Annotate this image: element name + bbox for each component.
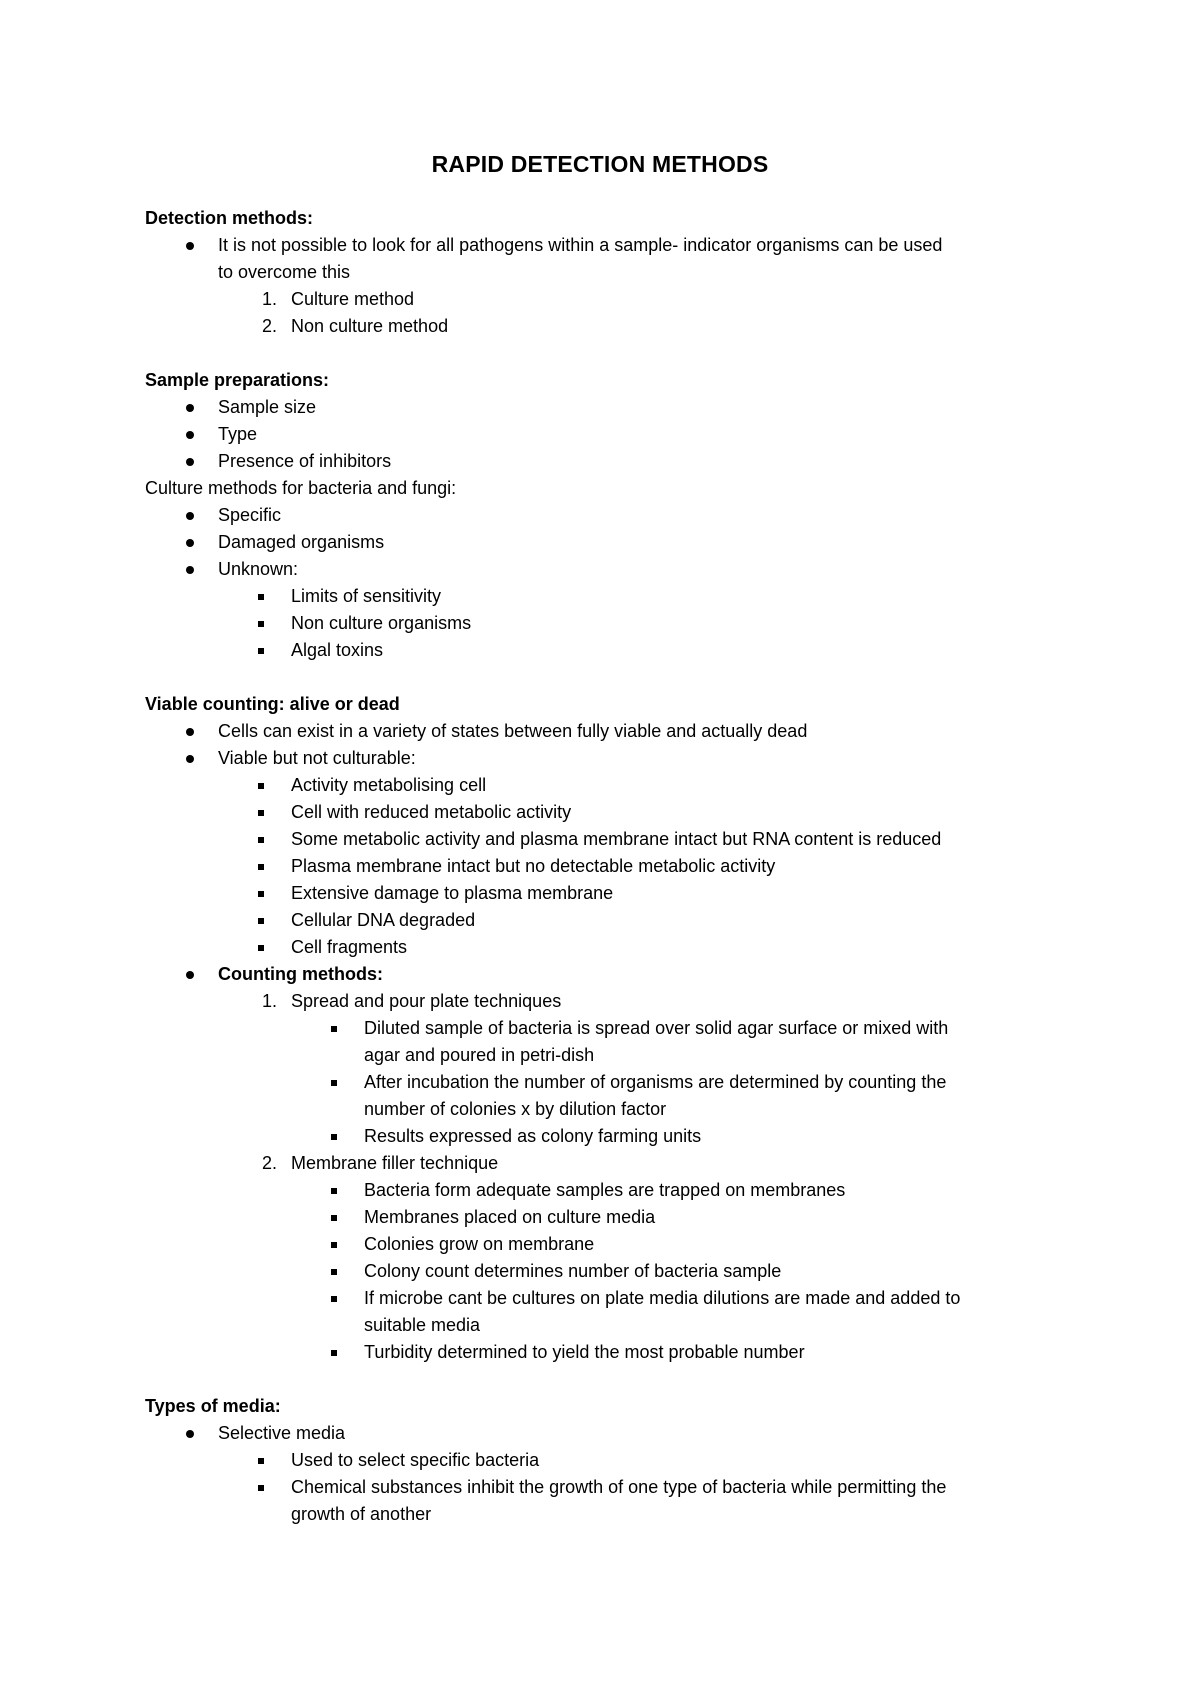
list-item-text-continued: suitable media xyxy=(364,1315,481,1335)
list-item-text: Culture method xyxy=(291,289,415,309)
list-item-text: Membranes placed on culture media xyxy=(364,1207,656,1227)
bullet-dot-icon xyxy=(186,431,194,439)
list-item-text: Turbidity determined to yield the most probable number xyxy=(364,1342,805,1362)
list-item-text-continued: to overcome this xyxy=(218,262,351,282)
list-item-text: Colonies grow on membrane xyxy=(364,1234,595,1254)
list-item-text: Cellular DNA degraded xyxy=(291,910,476,930)
bullet-square-icon xyxy=(258,1485,264,1491)
list-item-text: If microbe cant be cultures on plate media dilutions are made and added to xyxy=(364,1288,961,1308)
bullet-square-icon xyxy=(258,918,264,924)
list-number: 1. xyxy=(262,289,278,309)
bullet-square-icon xyxy=(331,1296,337,1302)
bullet-square-icon xyxy=(258,891,264,897)
list-item-text: Algal toxins xyxy=(291,640,384,660)
list-item-text: Viable but not culturable: xyxy=(218,748,416,768)
list-item-text: Colony count determines number of bacteria sample xyxy=(364,1261,782,1281)
document-title: RAPID DETECTION METHODS xyxy=(431,151,769,177)
list-number: 2. xyxy=(262,1153,278,1173)
bullet-square-icon xyxy=(258,783,264,789)
section-heading-culture: Culture methods for bacteria and fungi: xyxy=(145,478,457,498)
list-item-text-continued: growth of another xyxy=(291,1504,432,1524)
bullet-square-icon xyxy=(331,1080,337,1086)
bullet-square-icon xyxy=(258,945,264,951)
list-item-text: Used to select specific bacteria xyxy=(291,1450,540,1470)
bullet-dot-icon xyxy=(186,512,194,520)
list-number: 1. xyxy=(262,991,278,1011)
list-item-text: Selective media xyxy=(218,1423,346,1443)
bullet-square-icon xyxy=(258,621,264,627)
list-number: 2. xyxy=(262,316,278,336)
list-item-text: Cell with reduced metabolic activity xyxy=(291,802,572,822)
list-item-text: Specific xyxy=(218,505,282,525)
bullet-square-icon xyxy=(331,1188,337,1194)
bullet-square-icon xyxy=(258,594,264,600)
bullet-square-icon xyxy=(331,1350,337,1356)
bullet-dot-icon xyxy=(186,755,194,763)
list-item-text: Some metabolic activity and plasma membrane intact but RNA content is reduced xyxy=(291,829,942,849)
list-item-text-continued: number of colonies x by dilution factor xyxy=(364,1099,667,1119)
section-heading-detection: Detection methods: xyxy=(145,208,314,228)
bullet-dot-icon xyxy=(186,971,194,979)
bullet-square-icon xyxy=(331,1134,337,1140)
list-item-text: Non culture organisms xyxy=(291,613,472,633)
bullet-dot-icon xyxy=(186,242,194,250)
section-heading-viable: Viable counting: alive or dead xyxy=(145,694,400,714)
list-item-text: Non culture method xyxy=(291,316,449,336)
bullet-square-icon xyxy=(258,864,264,870)
bullet-square-icon xyxy=(258,810,264,816)
list-item-text: Bacteria form adequate samples are trapped on membranes xyxy=(364,1180,846,1200)
bullet-square-icon xyxy=(258,837,264,843)
list-item-text: Spread and pour plate techniques xyxy=(291,991,562,1011)
list-item-text: Plasma membrane intact but no detectable metabolic activity xyxy=(291,856,776,876)
list-item-text-continued: agar and poured in petri-dish xyxy=(364,1045,595,1065)
list-item-text: Type xyxy=(218,424,258,444)
bullet-square-icon xyxy=(258,648,264,654)
bullet-dot-icon xyxy=(186,404,194,412)
list-item-text: Diluted sample of bacteria is spread over solid agar surface or mixed with xyxy=(364,1018,949,1038)
bullet-dot-icon xyxy=(186,728,194,736)
list-item-text: Membrane filler technique xyxy=(291,1153,499,1173)
list-item-text: Unknown: xyxy=(218,559,299,579)
list-item-text: After incubation the number of organisms are determined by counting the xyxy=(364,1072,947,1092)
bullet-square-icon xyxy=(258,1458,264,1464)
list-item-text: Cell fragments xyxy=(291,937,408,957)
bullet-square-icon xyxy=(331,1026,337,1032)
list-item-text: Sample size xyxy=(218,397,317,417)
list-item-text: It is not possible to look for all pathogens within a sample- indicator organisms can be used xyxy=(218,235,943,255)
list-item-text: Extensive damage to plasma membrane xyxy=(291,883,614,903)
subsection-heading-counting: Counting methods: xyxy=(218,964,383,984)
list-item-text: Presence of inhibitors xyxy=(218,451,392,471)
bullet-square-icon xyxy=(331,1242,337,1248)
section-heading-sample: Sample preparations: xyxy=(145,370,330,390)
bullet-dot-icon xyxy=(186,458,194,466)
list-item-text: Chemical substances inhibit the growth of one type of bacteria while permitting the xyxy=(291,1477,947,1497)
bullet-square-icon xyxy=(331,1269,337,1275)
bullet-square-icon xyxy=(331,1215,337,1221)
section-heading-media: Types of media: xyxy=(145,1396,281,1416)
list-item-text: Cells can exist in a variety of states between fully viable and actually dead xyxy=(218,721,808,741)
list-item-text: Activity metabolising cell xyxy=(291,775,487,795)
list-item-text: Results expressed as colony farming units xyxy=(364,1126,702,1146)
list-item-text: Limits of sensitivity xyxy=(291,586,442,606)
bullet-dot-icon xyxy=(186,539,194,547)
list-item-text: Damaged organisms xyxy=(218,532,385,552)
bullet-dot-icon xyxy=(186,1430,194,1438)
bullet-dot-icon xyxy=(186,566,194,574)
